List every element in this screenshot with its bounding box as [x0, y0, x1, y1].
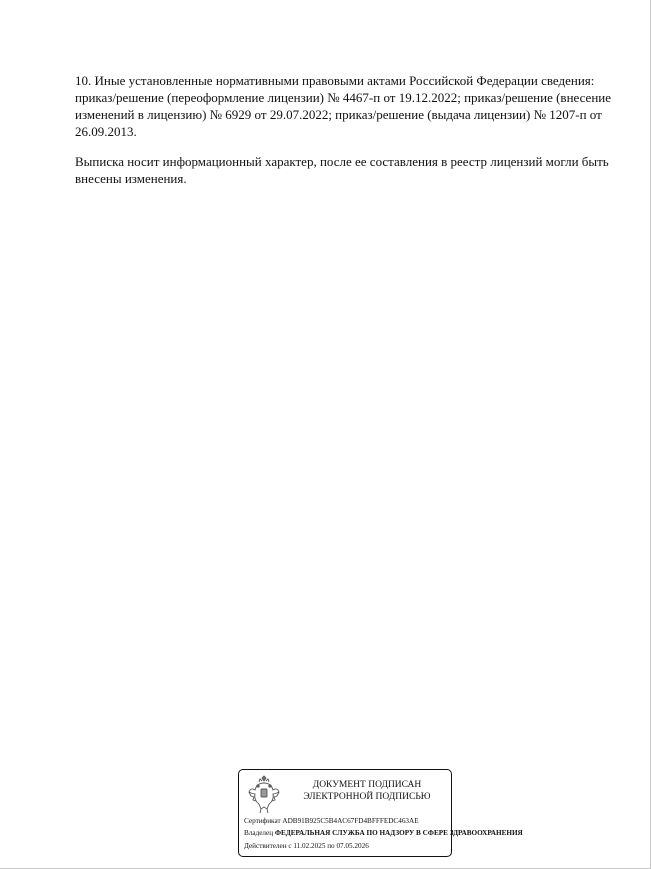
certificate-label: Сертификат — [244, 817, 281, 825]
russian-coat-of-arms-icon — [247, 775, 281, 815]
certificate-value: ADB91B925C5B4AC67FD4BFFFEDC463AE — [282, 817, 419, 825]
owner-value: ФЕДЕРАЛЬНАЯ СЛУЖБА ПО НАДЗОРУ В СФЕРЕ ЗДРАВООХРАНЕНИЯ — [274, 829, 523, 837]
validity-line: Действителен с 11.02.2025 по 07.05.2026 — [244, 842, 369, 850]
owner-line — [244, 829, 523, 838]
certificate-line — [244, 817, 419, 826]
paragraph-10: 10. Иные установленные нормативными правовыми актами Российской Федерации сведения: приказ/решение (переоформление лицензии) № 4467-п от 19.12.2022; приказ/решение (внесение изменений в лицензию) № 6929 от 29.07.2022; приказ/решение (выдача лицензии) № 1207-п от 26.09.2013. — [75, 73, 612, 139]
stamp-title-line2: ЭЛЕКТРОННОЙ ПОДПИСЬЮ — [303, 792, 431, 802]
owner-label: Владелец — [244, 829, 274, 837]
stamp-title — [285, 779, 449, 803]
registry-notice: Выписка носит информационный характер, после ее составления в реестр лицензий могли быть внесены изменения. — [75, 154, 609, 186]
stamp-title-line1: ДОКУМЕНТ ПОДПИСАН — [312, 780, 422, 790]
electronic-signature-stamp — [238, 769, 523, 857]
